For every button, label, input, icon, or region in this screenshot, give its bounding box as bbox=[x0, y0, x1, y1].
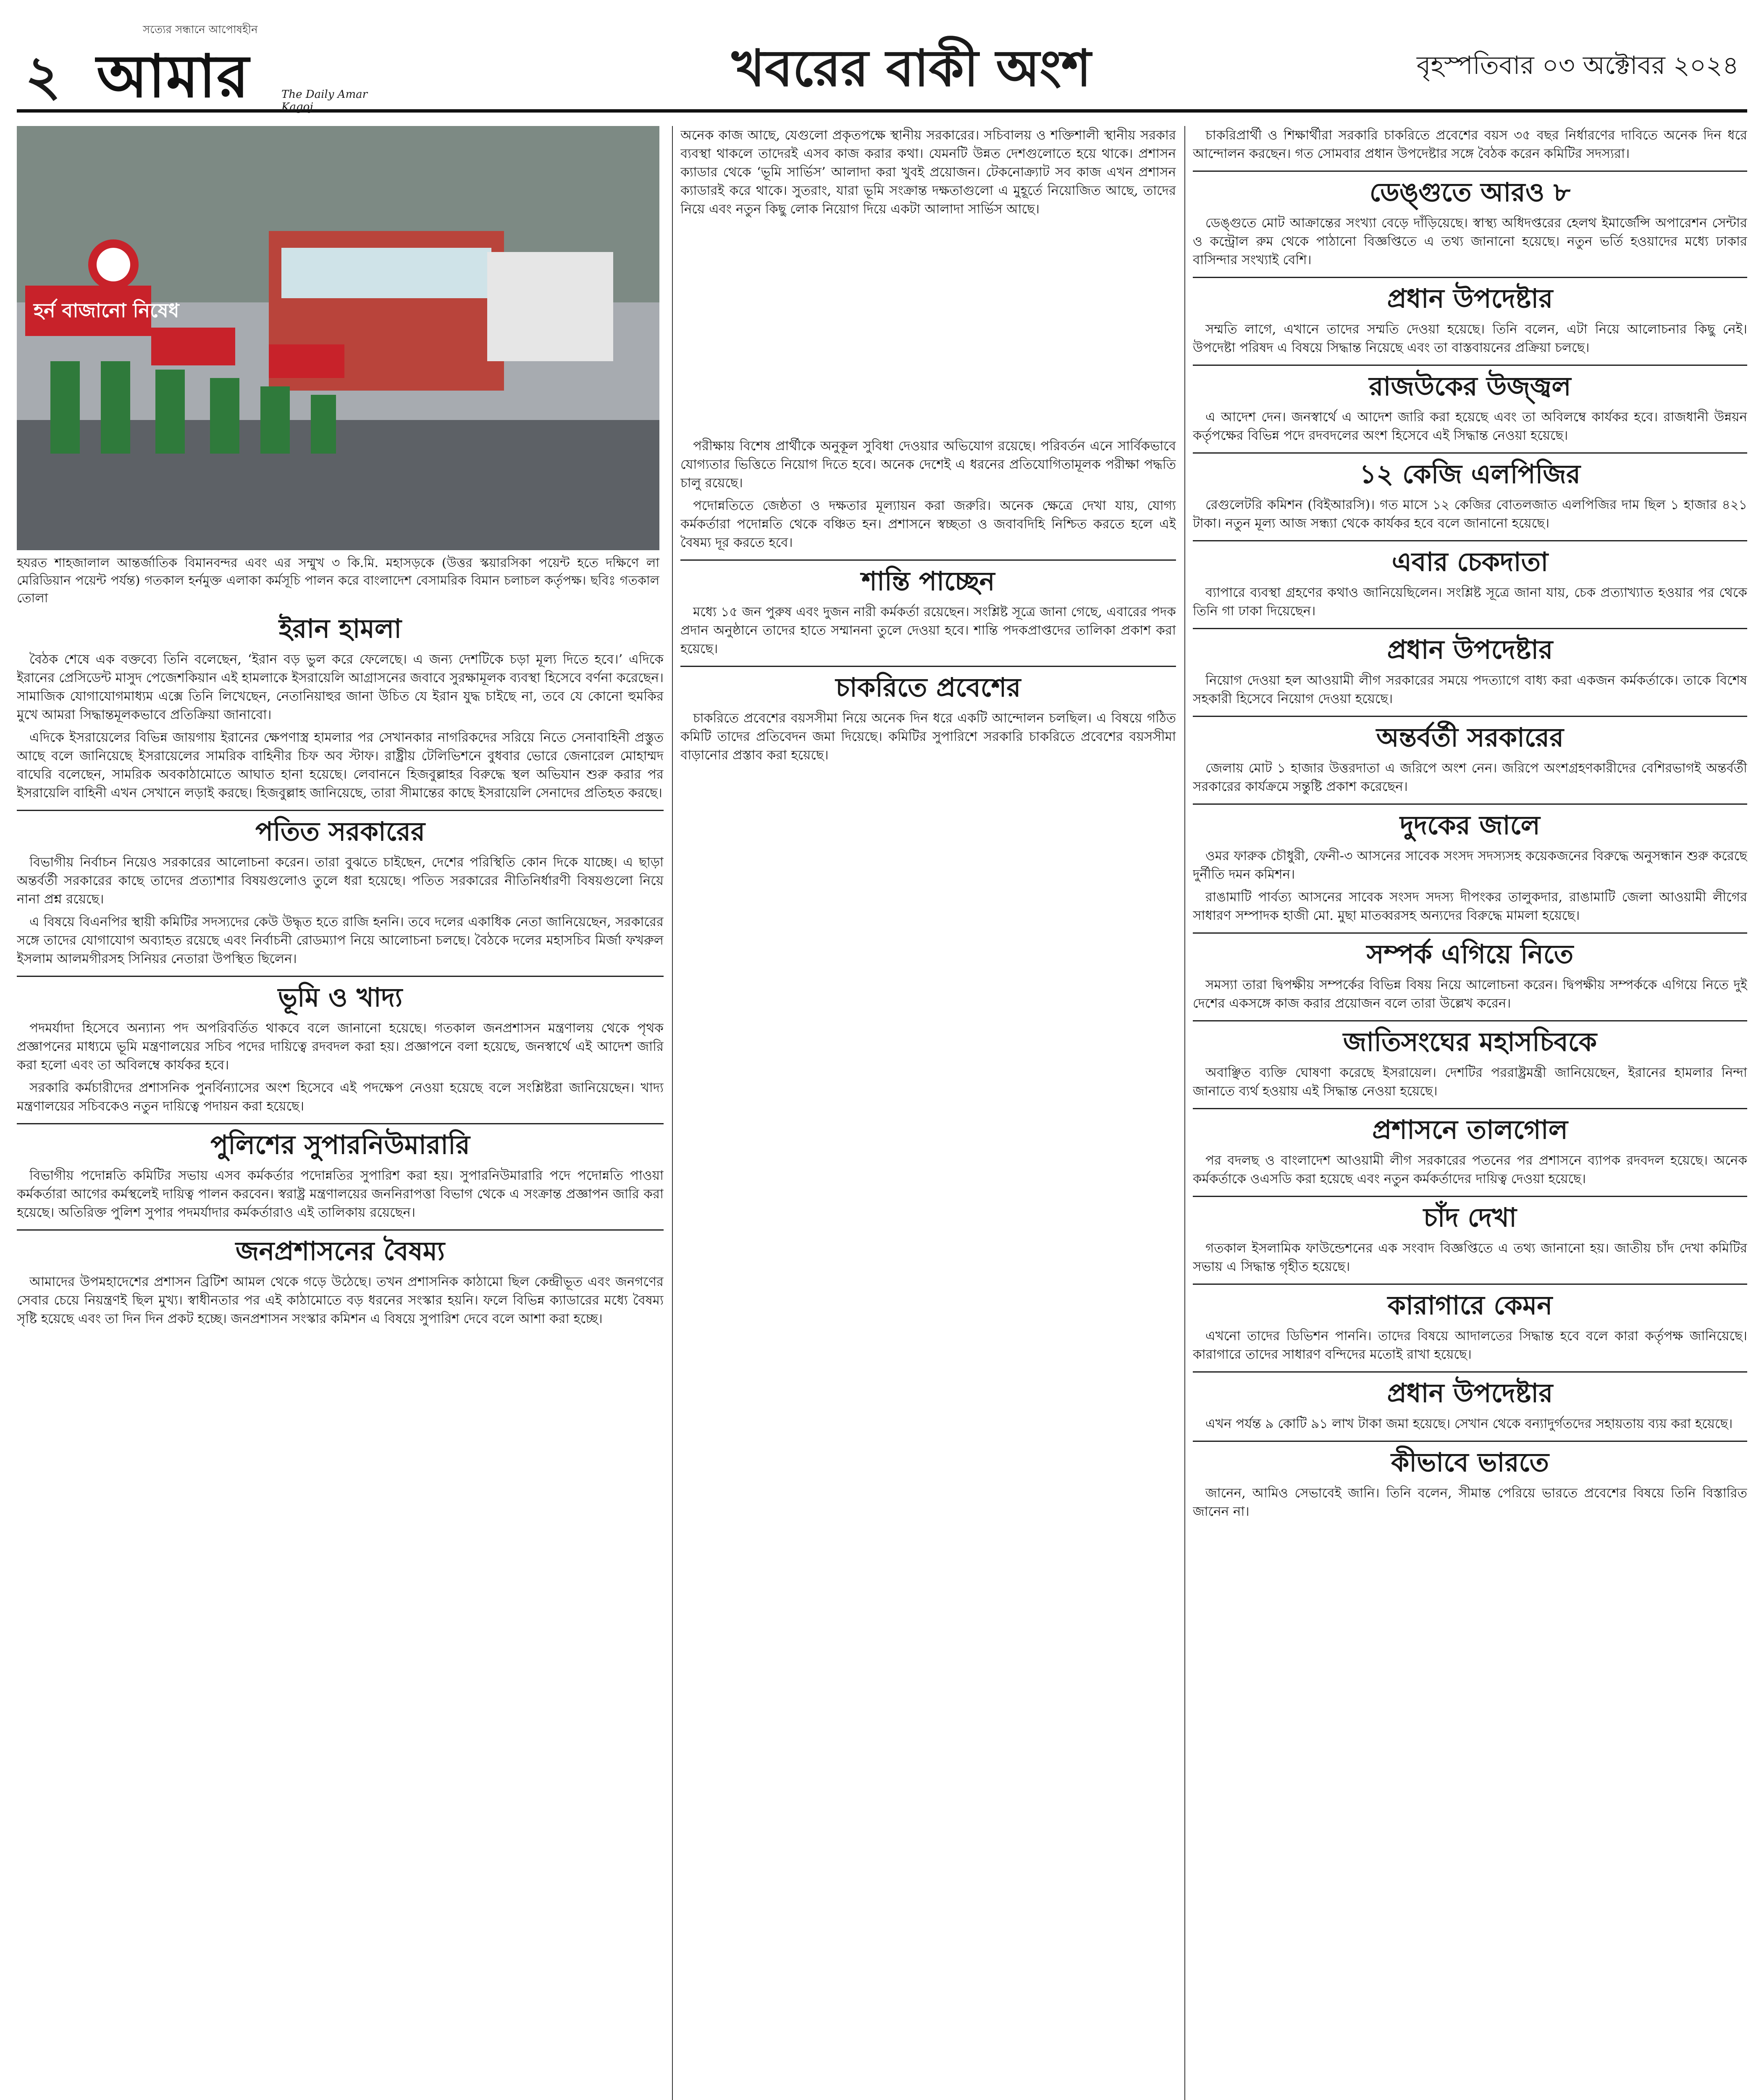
article-headline: প্রধান উপদেষ্টার bbox=[1193, 628, 1747, 665]
logo-english: The Daily Amar Kagoj bbox=[281, 88, 368, 113]
article-paragraph: জেলায় মোট ১ হাজার উত্তরদাতা এ জরিপে অংশ নেন। জরিপে অংশগ্রহণকারীদের বেশিরভাগই অন্তর্বর্তী সরকারের কার্যক্রমে সন্তুষ্টি প্রকাশ করেছেন। bbox=[1193, 761, 1747, 794]
article-headline: জনপ্রশাসনের বৈষম্য bbox=[17, 1229, 664, 1267]
article-headline: প্রধান উপদেষ্টার bbox=[1193, 1371, 1747, 1409]
article-headline: কীভাবে ভারতে bbox=[1193, 1441, 1747, 1478]
article-paragraph: রাঙামাটি পার্বত্য আসনের সাবেক সংসদ সদস্য দীপংকর তালুকদার, রাঙামাটি জেলা আওয়ামী লীগের সাধারণ সম্পাদক হাজী মো. মুছা মাতব্বরসহ অন্যদের বিরুদ্ধে মামলা হয়েছে। bbox=[1193, 890, 1747, 923]
article-paragraph: আমাদের উপমহাদেশের প্রশাসন ব্রিটিশ আমল থেকে গড়ে উঠেছে। তখন প্রশাসনিক কাঠামো ছিল কেন্দ্রীভূত এবং জনগণের সেবার চেয়ে নিয়ন্ত্রণই ছিল মুখ্য। স্বাধীনতার পর এই কাঠামোতে বড় ধরনের সংস্কার হয়নি। ফলে বিভিন্ন ক্যাডারের মধ্যে বৈষম্য সৃষ্টি হয়েছে এবং তা দিন দিন প্রকট হচ্ছে। জনপ্রশাসন সংস্কার কমিশন এ বিষয়ে সুপারিশ দেবে বলে আশা করা হচ্ছে। bbox=[17, 1274, 664, 1326]
article-paragraph: পরীক্ষায় বিশেষ প্রার্থীকে অনুকূল সুবিধা দেওয়ার অভিযোগ রয়েছে। পরিবর্তন এনে সার্বিকভাবে যোগ্যতার ভিত্তিতে নিয়োগ দিতে হবে। অনেক দেশেই এ ধরনের প্রতিযোগিতামূলক পরীক্ষা পদ্ধতি চালু রয়েছে। bbox=[680, 438, 1176, 491]
article-paragraph: চাকরিতে প্রবেশের বয়সসীমা নিয়ে অনেক দিন ধরে একটি আন্দোলন চলছিল। এ বিষয়ে গঠিত কমিটি তাদের প্রতিবেদন জমা দিয়েছে। কমিটির সুপারিশে সরকারি চাকরিতে প্রবেশের বয়সসীমা বাড়ানোর প্রস্তাব করা হয়েছে। bbox=[680, 711, 1176, 763]
column-rule bbox=[1184, 126, 1185, 2100]
article-paragraph: অবাঞ্ছিত ব্যক্তি ঘোষণা করেছে ইসরায়েল। দেশটির পররাষ্ট্রমন্ত্রী জানিয়েছেন, ইরানের হামলার নিন্দা জানাতে ব্যর্থ হওয়ায় এই সিদ্ধান্ত নেওয়া হয়েছে। bbox=[1193, 1065, 1747, 1099]
column-2 bbox=[680, 437, 1176, 2100]
article-paragraph: পর বদলছ ও বাংলাদেশ আওয়ামী লীগ সরকারের পতনের পর প্রশাসনে ব্যাপক রদবদল হয়েছে। অনেক কর্মকর্তাকে ওএসডি করা হয়েছে এবং নতুন কর্মকর্তাদের দায়িত্ব দেওয়া হয়েছে। bbox=[1193, 1153, 1747, 1186]
article-headline: চাকরিতে প্রবেশের bbox=[680, 666, 1176, 703]
article-headline: জাতিসংঘের মহাসচিবকে bbox=[1193, 1020, 1747, 1058]
article-headline: শান্তি পাচ্ছেন bbox=[680, 559, 1176, 597]
article-headline: চাঁদ দেখা bbox=[1193, 1196, 1747, 1233]
article-paragraph: এ আদেশ দেন। জনস্বার্থে এ আদেশ জারি করা হয়েছে এবং তা অবিলম্বে কার্যকর হবে। রাজধানী উন্নয়ন কর্তৃপক্ষের বিভিন্ন পদে রদবদলের অংশ হিসেবে এই সিদ্ধান্ত নেওয়া হয়েছে। bbox=[1193, 410, 1747, 443]
article-paragraph: ডেঙ্গুতে মোট আক্রান্তের সংখ্যা বেড়ে দাঁড়িয়েছে। স্বাস্থ্য অধিদপ্তরের হেলথ ইমার্জেন্সি অপারেশন সেন্টার ও কন্ট্রোল রুম থেকে পাঠানো বিজ্ঞপ্তিতে এ তথ্য জানানো হয়েছে। নতুন ভর্তি হওয়াদের মধ্যে ঢাকার বাসিন্দার সংখ্যাই বেশি। bbox=[1193, 215, 1747, 268]
logo-tagline: সত্যের সন্ধানে আপোষহীন bbox=[143, 24, 258, 36]
article-paragraph: এখন পর্যন্ত ৯ কোটি ৯১ লাখ টাকা জমা হয়েছে। সেখান থেকে বন্যাদুর্গতদের সহায়তায় ব্যয় করা হয়েছে। bbox=[1205, 1416, 1733, 1431]
banner-text: হর্ন বাজানো নিষেধ bbox=[34, 299, 179, 322]
page-header bbox=[17, 17, 1747, 113]
article-paragraph: এদিকে ইসরায়েলের বিভিন্ন জায়গায় ইরানের ক্ষেপণাস্ত্র হামলার পর সেখানকার নাগরিকদের সরিয়ে নিতে সেনাবাহিনী প্রস্তুত আছে বলে জানিয়েছে ইসরায়েলের সামরিক বাহিনীর চিফ অব স্টাফ। রাষ্ট্রীয় টেলিভিশনে বুধবার ভোরে জেনারেল মোহাম্মদ বাঘেরি বলেছেন, সামরিক অবকাঠামোতে আঘাত হানা হয়েছে। লেবাননে হিজবুল্লাহর বিরুদ্ধে স্থল অভিযান শুরু করার পর ইসরায়েলি বাহিনী এখন সেখানে লড়াই করছে। হিজবুল্লাহ জানিয়েছে, তারা সীমান্তের কাছে ইসরায়েলি সেনাদের প্রতিহত করছে। bbox=[17, 730, 664, 801]
column-3 bbox=[1193, 126, 1747, 2100]
article-headline: প্রশাসনে তালগোল bbox=[1193, 1108, 1747, 1145]
article-paragraph: সরকারি কর্মচারীদের প্রশাসনিক পুনর্বিন্যাসের অংশ হিসেবে এই পদক্ষেপ নেওয়া হয়েছে বলে সংশ্লিষ্টরা জানিয়েছেন। খাদ্য মন্ত্রণালয়ের সচিবকেও নতুন দায়িত্বে পদায়ন করা হয়েছে। bbox=[17, 1080, 664, 1114]
article-paragraph: সমস্যা তারা দ্বিপক্ষীয় সম্পর্কের বিভিন্ন বিষয় নিয়ে আলোচনা করেন। দ্বিপক্ষীয় সম্পর্ককে এগিয়ে নিতে দুই দেশের একসঙ্গে কাজ করার প্রয়োজন বলে তারা উল্লেখ করেন। bbox=[1193, 977, 1747, 1011]
article-paragraph: পদোন্নতিতে জেষ্ঠতা ও দক্ষতার মূল্যায়ন করা জরুরি। অনেক ক্ষেত্রে দেখা যায়, যোগ্য কর্মকর্তারা পদোন্নতি থেকে বঞ্চিত হন। প্রশাসনে স্বচ্ছতা ও জবাবদিহি নিশ্চিত করতে হলে এই বৈষম্য দূর করতে হবে। bbox=[680, 498, 1176, 550]
article-paragraph: চাকরিপ্রার্থী ও শিক্ষার্থীরা সরকারি চাকরিতে প্রবেশের বয়স ৩৫ বছর নির্ধারণের দাবিতে অনেক দিন ধরে আন্দোলন করছেন। গত সোমবার প্রধান উপদেষ্টার সঙ্গে বৈঠক করেন কমিটির সদস্যরা। bbox=[1193, 128, 1747, 161]
article-headline: ১২ কেজি এলপিজির bbox=[1193, 452, 1747, 490]
article-paragraph: ওমর ফারুক চৌধুরী, ফেনী-৩ আসনের সাবেক সংসদ সদস্যসহ কয়েকজনের বিরুদ্ধে অনুসন্ধান শুরু করেছে দুর্নীতি দমন কমিশন। bbox=[1193, 848, 1747, 882]
article-paragraph: বৈঠক শেষে এক বক্তব্যে তিনি বলেছেন, ‘ইরান বড় ভুল করে ফেলেছে। এ জন্য দেশটিকে চড়া মূল্য দিতে হবে।’ এদিকে ইরানের প্রেসিডেন্ট মাসুদ পেজেশকিয়ান এই হামলাকে ইসরায়েলি আগ্রাসনের জবাবে সুরক্ষামূলক ব্যবস্থা হিসেবে বর্ণনা করেছেন। সামাজিক যোগাযোগমাধ্যম এক্সে তিনি লিখেছেন, নেতানিয়াহুর জানা উচিত যে ইরান যুদ্ধ চাইছে না, তবে যে কোনো হুমকির মুখে আমরা সিদ্ধান্তমূলকভাবে প্রতিক্রিয়া জানাবো। bbox=[17, 652, 664, 722]
article-paragraph: গতকাল ইসলামিক ফাউন্ডেশনের এক সংবাদ বিজ্ঞপ্তিতে এ তথ্য জানানো হয়। জাতীয় চাঁদ দেখা কমিটির সভায় এ সিদ্ধান্ত গৃহীত হয়েছে। bbox=[1193, 1241, 1747, 1274]
article-headline: দুদকের জালে bbox=[1193, 803, 1747, 841]
section-title: খবরের বাকী অংশ bbox=[732, 39, 1091, 98]
page-number: ২ bbox=[25, 43, 61, 108]
article-paragraph: পদমর্যাদা হিসেবে অন্যান্য পদ অপরিবর্তিত থাকবে বলে জানানো হয়েছে। গতকাল জনপ্রশাসন মন্ত্রণালয় থেকে পৃথক প্রজ্ঞাপনের মাধ্যমে ভূমি মন্ত্রণালয়ের সচিব পদের দায়িত্বে রদবদল করা হয়। প্রজ্ঞাপনে বলা হয়েছে, জনস্বার্থে এই আদেশ জারি করা হলো এবং তা অবিলম্বে কার্যকর হবে। bbox=[17, 1021, 664, 1073]
article-paragraph: বিভাগীয় নির্বাচন নিয়েও সরকারের আলোচনা করেন। তারা বুঝতে চাইছেন, দেশের পরিস্থিতি কোন দিকে যাচ্ছে। এ ছাড়া অন্তর্বর্তী সরকারের কাছে তাদের প্রত্যাশার বিষয়গুলোও তুলে ধরা হয়েছে। পতিত সরকারের নীতিনির্ধারণী বিষয়গুলো নিয়ে নানা প্রশ্ন রয়েছে। bbox=[17, 855, 664, 907]
column-1 bbox=[17, 613, 664, 2100]
issue-date: বৃহস্পতিবার ০৩ অক্টোবর ২০২৪ bbox=[1417, 51, 1739, 80]
article-paragraph: নিয়োগ দেওয়া হল আওয়ামী লীগ সরকারের সময়ে পদত্যাগে বাধ্য করা একজন কর্মকর্তাকে। তাকে বিশেষ সহকারী হিসেবে নিয়োগ দেওয়া হয়েছে। bbox=[1193, 673, 1747, 706]
article-headline: পতিত সরকারের bbox=[17, 810, 664, 847]
article-headline: ইরান হামলা bbox=[278, 613, 402, 644]
column-2-top: অনেক কাজ আছে, যেগুলো প্রকৃতপক্ষে স্থানীয় সরকারের। সচিবালয় ও শক্তিশালী স্থানীয় সরকার ব্যবস্থা থাকলে তাদেরই এসব কাজ করার কথা। যেমনটি উন্নত দেশগুলোতে হয়ে থাকে। প্রশাসন ক্যাডার থেকে ‘ভূমি সার্ভিস’ আলাদা করা খুবই প্রয়োজন। টেকনোক্র্যাট সব কাজ এখন প্রশাসন ক্যাডারই করে থাকে। সুতরাং, যারা ভূমি সংক্রান্ত দক্ষতাগুলো এ মুহূর্তে নিয়োজিত আছে, তাদের নিয়ে এবং নতুন কিছু লোক নিয়োগ দিয়ে একটা আলাদা সার্ভিস আছে। bbox=[680, 128, 1176, 217]
article-headline: পুলিশের সুপারনিউমারারি bbox=[17, 1123, 664, 1160]
column-rule bbox=[672, 126, 673, 2100]
article-paragraph: ব্যাপারে ব্যবস্থা গ্রহণের কথাও জানিয়েছিলেন। সংশ্লিষ্ট সূত্রে জানা যায়, চেক প্রত্যাখ্যাত হওয়ার পর থেকে তিনি গা ঢাকা দিয়েছেন। bbox=[1193, 585, 1747, 619]
article-paragraph: বিভাগীয় পদোন্নতি কমিটির সভায় এসব কর্মকর্তার পদোন্নতির সুপারিশ করা হয়। সুপারনিউমারারি পদে পদোন্নতি পাওয়া কর্মকর্তারা আগের কর্মস্থলেই দায়িত্ব পালন করবেন। স্বরাষ্ট্র মন্ত্রণালয়ের জননিরাপত্তা বিভাগ থেকে এ সংক্রান্ত প্রজ্ঞাপন জারি করা হয়েছে। অতিরিক্ত পুলিশ সুপার পদমর্যাদার কর্মকর্তারাও এই তালিকায় রয়েছেন। bbox=[17, 1168, 664, 1220]
article-paragraph: রেগুলেটরি কমিশন (বিইআরসি)। গত মাসে ১২ কেজির বোতলজাত এলপিজির দাম ছিল ১ হাজার ৪২১ টাকা। নতুন মূল্য আজ সন্ধ্যা থেকে কার্যকর হবে বলে জানানো হয়েছে। bbox=[1193, 497, 1747, 531]
photo-caption: হযরত শাহজালাল আন্তর্জাতিক বিমানবন্দর এবং এর সম্মুখ ৩ কি.মি. মহাসড়কে (উত্তর স্কয়ারসিকা পয়েন্ট হতে দক্ষিণে লা মেরিডিয়ান পয়েন্ট পর্যন্ত) গতকাল হর্নমুক্ত এলাকা কর্মসূচি পালন করে বাংলাদেশ বেসামরিক বিমান চলাচল কর্তৃপক্ষ। ছবিঃ গতকাল তোলা bbox=[17, 556, 659, 606]
article-headline: অন্তর্বর্তী সরকারের bbox=[1193, 716, 1747, 753]
logo-name: আমার bbox=[97, 42, 250, 111]
article-paragraph: জানেন, আমিও সেভাবেই জানি। তিনি বলেন, সীমান্ত পেরিয়ে ভারতে প্রবেশের বিষয়ে তিনি বিস্তারিত জানেন না। bbox=[1193, 1486, 1747, 1519]
article-headline: সম্পর্ক এগিয়ে নিতে bbox=[1193, 932, 1747, 970]
news-photo bbox=[17, 126, 659, 550]
article-paragraph: মধ্যে ১৫ জন পুরুষ এবং দুজন নারী কর্মকর্তা রয়েছেন। সংশ্লিষ্ট সূত্রে জানা গেছে, এবারের পদক প্রদান অনুষ্ঠানে তাদের হাতে সম্মাননা তুলে দেওয়া হবে। শান্তি পদকপ্রাপ্তদের তালিকা প্রকাশ করা হয়েছে। bbox=[680, 604, 1176, 656]
article-headline: প্রধান উপদেষ্টার bbox=[1193, 277, 1747, 314]
article-headline: কারাগারে কেমন bbox=[1193, 1284, 1747, 1321]
article-paragraph: এ বিষয়ে বিএনপির স্থায়ী কমিটির সদস্যদের কেউ উদ্ধৃত হতে রাজি হননি। তবে দলের একাধিক নেতা জানিয়েছেন, সরকারের সঙ্গে তাদের যোগাযোগ অব্যাহত রয়েছে এবং নির্বাচনী রোডম্যাপ নিয়ে আলোচনা চলছে। বৈঠকে দলের মহাসচিব মির্জা ফখরুল ইসলাম আলমগীরসহ সিনিয়র নেতারা উপস্থিত ছিলেন। bbox=[17, 914, 664, 966]
article-headline: এবার চেকদাতা bbox=[1193, 540, 1747, 578]
newspaper-page bbox=[17, 17, 1747, 2100]
article-paragraph: সম্মতি লাগে, এখানে তাদের সম্মতি দেওয়া হয়েছে। তিনি বলেন, এটা নিয়ে আলোচনার কিছু নেই। উপদেষ্টা পরিষদ এ বিষয়ে সিদ্ধান্ত নিয়েছে এবং তা বাস্তবায়নের প্রক্রিয়া চলছে। bbox=[1193, 322, 1747, 355]
article-headline: ভূমি ও খাদ্য bbox=[17, 976, 664, 1013]
traffic-awareness-photo bbox=[17, 126, 659, 550]
article-headline: ডেঙ্গুতে আরও ৮ bbox=[1193, 171, 1747, 208]
masthead-logo bbox=[97, 21, 391, 113]
article-paragraph: এখনো তাদের ডিভিশন পাননি। তাদের বিষয়ে আদালতের সিদ্ধান্ত হবে বলে কারা কর্তৃপক্ষ জানিয়েছে। কারাগারে তাদের সাধারণ বন্দিদের মতোই রাখা হয়েছে। bbox=[1193, 1328, 1747, 1362]
article-headline: রাজউকের উজ্জ্বল bbox=[1193, 365, 1747, 402]
